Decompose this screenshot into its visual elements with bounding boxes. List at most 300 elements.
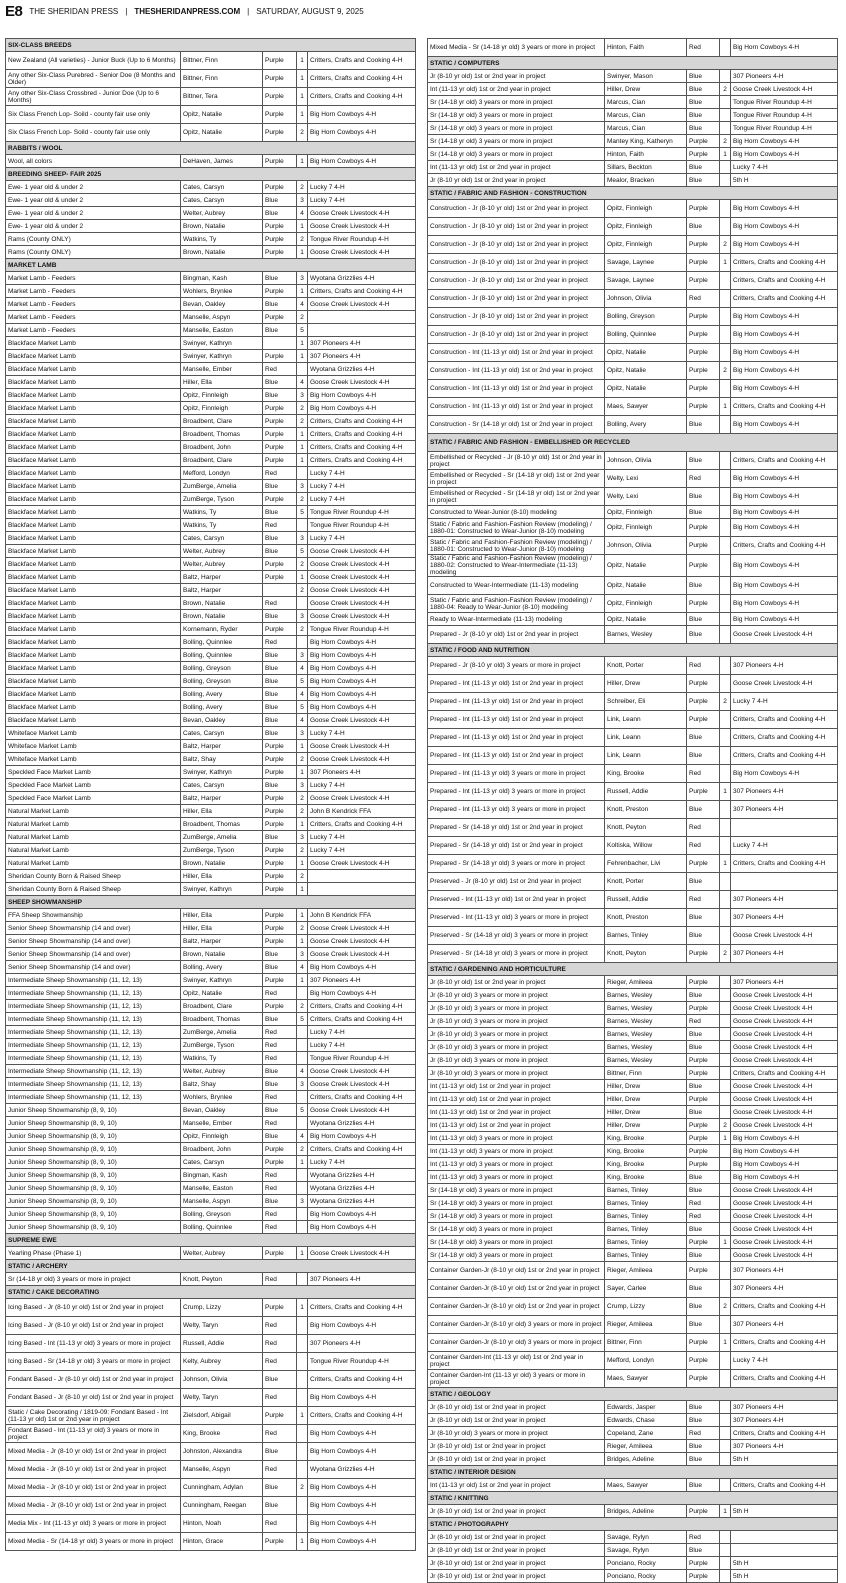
placing-cell: [720, 675, 731, 693]
exhibitor-cell: Bridges, Adeline: [605, 1505, 687, 1518]
placing-cell: 2: [297, 311, 308, 324]
ribbon-cell: Red: [263, 519, 297, 532]
result-row: [6, 1078, 416, 1091]
result-row: [6, 688, 416, 701]
result-row: [428, 1028, 838, 1041]
ribbon-cell: Blue: [687, 109, 720, 122]
ribbon-cell: Red: [263, 1515, 297, 1533]
event-cell: Sr (14-18 yr old) 3 years or more in project: [428, 1210, 605, 1223]
club-cell: [731, 1544, 838, 1557]
ribbon-cell: Blue: [263, 1479, 297, 1497]
exhibitor-cell: Bolling, Greyson: [181, 1208, 263, 1221]
exhibitor-cell: Hiller, Drew: [605, 83, 687, 96]
result-row: [6, 649, 416, 662]
exhibitor-cell: Opitz, Natalie: [605, 362, 687, 380]
result-row: [6, 922, 416, 935]
exhibitor-cell: Link, Leann: [605, 747, 687, 765]
ribbon-cell: Purple: [263, 285, 297, 298]
club-cell: Goose Creek Livestock 4-H: [731, 1054, 838, 1067]
exhibitor-cell: Barnes, Tinley: [605, 1223, 687, 1236]
placing-cell: [720, 344, 731, 362]
exhibitor-cell: Barnes, Wesley: [605, 1054, 687, 1067]
event-cell: Blackface Market Lamb: [6, 454, 181, 467]
ribbon-cell: Purple: [263, 311, 297, 324]
exhibitor-cell: Hiller, Ella: [181, 376, 263, 389]
ribbon-cell: Red: [687, 891, 720, 909]
event-cell: Intermediate Sheep Showmanship (11, 12, 13): [6, 1052, 181, 1065]
club-cell: Lucky 7 4-H: [308, 493, 416, 506]
club-cell: 307 Pioneers 4-H: [308, 1335, 416, 1353]
ribbon-cell: Red: [263, 363, 297, 376]
exhibitor-cell: Welter, Aubrey: [181, 558, 263, 571]
placing-cell: [297, 1497, 308, 1515]
event-cell: Any other Six-Class Crossbred - Junior Doe (Up to 6 Months): [6, 88, 181, 106]
ribbon-cell: [263, 337, 297, 350]
club-cell: Goose Creek Livestock 4-H: [731, 1119, 838, 1132]
exhibitor-cell: Zielsdorf, Abigail: [181, 1407, 263, 1425]
club-cell: Goose Creek Livestock 4-H: [308, 298, 416, 311]
right-results-column: [427, 38, 837, 1583]
section-header: [428, 1466, 838, 1479]
event-cell: Mixed Media - Sr (14-18 yr old) 3 years or more in project: [6, 1533, 181, 1551]
exhibitor-cell: Rieger, Amileea: [605, 976, 687, 989]
placing-cell: 1: [720, 855, 731, 873]
placing-cell: [720, 891, 731, 909]
result-row: [428, 1370, 838, 1388]
exhibitor-cell: Maes, Sawyer: [605, 1479, 687, 1492]
exhibitor-cell: Brown, Natalie: [181, 948, 263, 961]
exhibitor-cell: Hiller, Drew: [605, 1119, 687, 1132]
exhibitor-cell: ZumBerge, Tyson: [181, 844, 263, 857]
issue-date: SATURDAY, AUGUST 9, 2025: [256, 6, 364, 16]
event-cell: Sr (14-18 yr old) 3 years or more in project: [428, 135, 605, 148]
result-row: [428, 1427, 838, 1440]
section-header: [6, 1286, 416, 1299]
event-cell: Container Garden-Int (11-13 yr old) 3 years or more in project: [428, 1370, 605, 1388]
event-cell: Jr (8-10 yr old) 1st or 2nd year in project: [428, 174, 605, 187]
result-row: [6, 870, 416, 883]
exhibitor-cell: Johnson, Olivia: [181, 1371, 263, 1389]
placing-cell: [720, 1316, 731, 1334]
event-cell: Jr (8-10 yr old) 1st or 2nd year in project: [428, 1505, 605, 1518]
exhibitor-cell: Bevan, Oakley: [181, 1104, 263, 1117]
club-cell: Big Horn Cowboys 4-H: [308, 987, 416, 1000]
placing-cell: [720, 109, 731, 122]
exhibitor-cell: Bolling, Avery: [181, 688, 263, 701]
result-row: [6, 1104, 416, 1117]
club-cell: Big Horn Cowboys 4-H: [308, 1389, 416, 1407]
result-row: [6, 961, 416, 974]
club-cell: Lucky 7 4-H: [308, 1026, 416, 1039]
event-cell: Blackface Market Lamb: [6, 545, 181, 558]
ribbon-cell: Purple: [263, 454, 297, 467]
ribbon-cell: Purple: [263, 857, 297, 870]
exhibitor-cell: Hinton, Grace: [181, 1533, 263, 1551]
placing-cell: 2: [297, 402, 308, 415]
result-row: [6, 779, 416, 792]
section-title: STATIC / FABRIC AND FASHION - EMBELLISHED OR RECYCLED: [428, 434, 838, 452]
placing-cell: [720, 218, 731, 236]
exhibitor-cell: Baltz, Harper: [181, 740, 263, 753]
ribbon-cell: Red: [687, 39, 720, 57]
event-cell: Speckled Face Market Lamb: [6, 779, 181, 792]
placing-cell: [297, 1515, 308, 1533]
placing-cell: [720, 452, 731, 470]
club-cell: 307 Pioneers 4-H: [731, 945, 838, 963]
placing-cell: 5: [297, 675, 308, 688]
event-cell: Construction - Int (11-13 yr old) 1st or 2nd year in project: [428, 362, 605, 380]
event-cell: Whiteface Market Lamb: [6, 740, 181, 753]
club-cell: Critters, Crafts and Cooking 4-H: [308, 454, 416, 467]
ribbon-cell: Purple: [263, 181, 297, 194]
ribbon-cell: Purple: [687, 1557, 720, 1570]
club-cell: Goose Creek Livestock 4-H: [731, 927, 838, 945]
exhibitor-cell: Savage, Laynee: [605, 254, 687, 272]
ribbon-cell: Purple: [687, 1145, 720, 1158]
ribbon-cell: Purple: [687, 1119, 720, 1132]
placing-cell: 2: [720, 1298, 731, 1316]
result-row: [428, 1132, 838, 1145]
club-cell: Critters, Crafts and Cooking 4-H: [308, 52, 416, 70]
club-cell: [308, 311, 416, 324]
ribbon-cell: Blue: [263, 1130, 297, 1143]
placing-cell: [297, 1117, 308, 1130]
exhibitor-cell: Opitz, Finnleigh: [605, 506, 687, 519]
club-cell: Tongue River Roundup 4-H: [731, 122, 838, 135]
club-cell: 5th H: [731, 1570, 838, 1583]
exhibitor-cell: Manselle, Aspyn: [181, 1195, 263, 1208]
placing-cell: 2: [720, 693, 731, 711]
result-row: [428, 161, 838, 174]
event-cell: Jr (8-10 yr old) 1st or 2nd year in project: [428, 1570, 605, 1583]
result-row: [428, 200, 838, 218]
club-cell: Big Horn Cowboys 4-H: [308, 662, 416, 675]
ribbon-cell: Red: [263, 987, 297, 1000]
placing-cell: 1: [297, 883, 308, 896]
result-row: [6, 753, 416, 766]
ribbon-cell: Purple: [687, 1054, 720, 1067]
section-title: STATIC / CAKE DECORATING: [6, 1286, 416, 1299]
exhibitor-cell: Welter, Aubrey: [181, 545, 263, 558]
exhibitor-cell: Knott, Preston: [605, 801, 687, 819]
club-cell: Lucky 7 4-H: [308, 194, 416, 207]
event-cell: Blackface Market Lamb: [6, 597, 181, 610]
exhibitor-cell: Bolling, Quinnlee: [181, 1221, 263, 1234]
exhibitor-cell: Swinyer, Kathryn: [181, 974, 263, 987]
placing-cell: 3: [297, 532, 308, 545]
placing-cell: [720, 200, 731, 218]
placing-cell: [297, 1182, 308, 1195]
club-cell: 307 Pioneers 4-H: [731, 1262, 838, 1280]
ribbon-cell: Blue: [687, 801, 720, 819]
placing-cell: [720, 1570, 731, 1583]
club-cell: Big Horn Cowboys 4-H: [308, 1221, 416, 1234]
ribbon-cell: Purple: [263, 623, 297, 636]
section-header: [6, 1260, 416, 1273]
event-cell: Ewe- 1 year old & under 2: [6, 207, 181, 220]
result-row: [428, 308, 838, 326]
result-row: [428, 595, 838, 613]
result-row: [6, 662, 416, 675]
club-cell: Goose Creek Livestock 4-H: [308, 857, 416, 870]
ribbon-cell: Blue: [687, 161, 720, 174]
exhibitor-cell: Ponciano, Rocky: [605, 1557, 687, 1570]
exhibitor-cell: Opitz, Natalie: [605, 344, 687, 362]
ribbon-cell: Blue: [263, 298, 297, 311]
result-row: [428, 398, 838, 416]
exhibitor-cell: Barnes, Tinley: [605, 1236, 687, 1249]
placing-cell: 2: [720, 135, 731, 148]
result-row: [428, 1531, 838, 1544]
event-cell: Jr (8-10 yr old) 1st or 2nd year in project: [428, 70, 605, 83]
placing-cell: [297, 1039, 308, 1052]
placing-cell: [720, 1479, 731, 1492]
club-cell: Big Horn Cowboys 4-H: [731, 506, 838, 519]
exhibitor-cell: Marcus, Cian: [605, 109, 687, 122]
placing-cell: 2: [720, 362, 731, 380]
result-row: [428, 1171, 838, 1184]
exhibitor-cell: Opitz, Natalie: [605, 613, 687, 626]
ribbon-cell: Purple: [263, 818, 297, 831]
result-row: [6, 1091, 416, 1104]
result-row: [6, 181, 416, 194]
exhibitor-cell: Barnes, Tinley: [605, 1249, 687, 1262]
section-header: [6, 259, 416, 272]
club-cell: Critters, Crafts and Cooking 4-H: [731, 1298, 838, 1316]
exhibitor-cell: Fehrenbacher, Livi: [605, 855, 687, 873]
placing-cell: [720, 161, 731, 174]
placing-cell: [720, 1370, 731, 1388]
event-cell: Sr (14-18 yr old) 3 years or more in project: [428, 96, 605, 109]
exhibitor-cell: Welter, Aubrey: [181, 1247, 263, 1260]
result-row: [6, 1425, 416, 1443]
ribbon-cell: Red: [687, 1531, 720, 1544]
exhibitor-cell: Wohlers, Brynlee: [181, 1091, 263, 1104]
ribbon-cell: Purple: [687, 537, 720, 555]
club-cell: Big Horn Cowboys 4-H: [731, 380, 838, 398]
exhibitor-cell: Copeland, Zane: [605, 1427, 687, 1440]
club-cell: Goose Creek Livestock 4-H: [731, 1249, 838, 1262]
exhibitor-cell: Manselle, Aspyn: [181, 1461, 263, 1479]
ribbon-cell: Blue: [263, 324, 297, 337]
exhibitor-cell: Baltz, Harper: [181, 792, 263, 805]
placing-cell: [297, 467, 308, 480]
club-cell: Lucky 7 4-H: [308, 480, 416, 493]
ribbon-cell: Purple: [263, 844, 297, 857]
exhibitor-cell: Opitz, Finnleigh: [605, 519, 687, 537]
exhibitor-cell: Manselle, Aspyn: [181, 311, 263, 324]
ribbon-cell: Blue: [687, 613, 720, 626]
club-cell: 5th H: [731, 1453, 838, 1466]
result-row: [6, 155, 416, 168]
event-cell: Jr (8-10 yr old) 3 years or more in project: [428, 1015, 605, 1028]
club-cell: [731, 819, 838, 837]
ribbon-cell: Red: [687, 657, 720, 675]
ribbon-cell: Purple: [263, 493, 297, 506]
event-cell: Market Lamb - Feeders: [6, 285, 181, 298]
event-cell: Jr (8-10 yr old) 1st or 2nd year in project: [428, 1557, 605, 1570]
ribbon-cell: Blue: [687, 1249, 720, 1262]
ribbon-cell: Red: [263, 1169, 297, 1182]
ribbon-cell: Purple: [687, 519, 720, 537]
exhibitor-cell: Broadbent, John: [181, 1143, 263, 1156]
event-cell: Mixed Media - Jr (8-10 yr old) 1st or 2nd year in project: [6, 1497, 181, 1515]
exhibitor-cell: Cates, Carsyn: [181, 779, 263, 792]
placing-cell: 1: [297, 740, 308, 753]
placing-cell: 1: [297, 220, 308, 233]
exhibitor-cell: Johnson, Olivia: [605, 290, 687, 308]
event-cell: Container Garden-Jr (8-10 yr old) 1st or 2nd year in project: [428, 1280, 605, 1298]
club-cell: Critters, Crafts and Cooking 4-H: [308, 1000, 416, 1013]
event-cell: Natural Market Lamb: [6, 818, 181, 831]
club-cell: Tongue River Roundup 4-H: [308, 233, 416, 246]
event-cell: Construction - Sr (14-18 yr old) 1st or 2nd year in project: [428, 416, 605, 434]
result-row: [6, 415, 416, 428]
event-cell: Constructed to Wear-Intermediate (11-13) modeling: [428, 577, 605, 595]
result-row: [6, 441, 416, 454]
result-row: [6, 766, 416, 779]
club-cell: Lucky 7 4-H: [731, 161, 838, 174]
club-cell: Big Horn Cowboys 4-H: [308, 1515, 416, 1533]
ribbon-cell: Purple: [263, 155, 297, 168]
exhibitor-cell: Hinton, Faith: [605, 39, 687, 57]
event-cell: Blackface Market Lamb: [6, 532, 181, 545]
placing-cell: [720, 326, 731, 344]
result-row: [6, 558, 416, 571]
event-cell: Six Class French Lop- Soild - county fair use only: [6, 106, 181, 124]
club-cell: 307 Pioneers 4-H: [731, 70, 838, 83]
exhibitor-cell: Broadbent, John: [181, 441, 263, 454]
exhibitor-cell: Barnes, Tinley: [605, 1184, 687, 1197]
site-link[interactable]: THESHERIDANPRESS.COM: [134, 6, 241, 16]
ribbon-cell: Blue: [263, 727, 297, 740]
club-cell: 307 Pioneers 4-H: [308, 974, 416, 987]
result-row: [6, 1208, 416, 1221]
club-cell: Goose Creek Livestock 4-H: [308, 1065, 416, 1078]
club-cell: Critters, Crafts and Cooking 4-H: [308, 428, 416, 441]
result-row: [428, 1570, 838, 1583]
ribbon-cell: Purple: [263, 246, 297, 259]
placing-cell: 2: [297, 753, 308, 766]
club-cell: Wyotana Grizzlies 4-H: [308, 272, 416, 285]
club-cell: Goose Creek Livestock 4-H: [308, 1104, 416, 1117]
ribbon-cell: Blue: [687, 1171, 720, 1184]
event-cell: Speckled Face Market Lamb: [6, 792, 181, 805]
ribbon-cell: Blue: [263, 1078, 297, 1091]
ribbon-cell: Purple: [263, 1156, 297, 1169]
club-cell: Big Horn Cowboys 4-H: [308, 636, 416, 649]
placing-cell: [720, 1401, 731, 1414]
placing-cell: [720, 380, 731, 398]
exhibitor-cell: Broadbent, Thomas: [181, 1013, 263, 1026]
event-cell: Mixed Media - Jr (8-10 yr old) 1st or 2nd year in project: [6, 1443, 181, 1461]
ribbon-cell: Purple: [687, 344, 720, 362]
placing-cell: [720, 555, 731, 577]
exhibitor-cell: Swinyer, Kathryn: [181, 766, 263, 779]
exhibitor-cell: Russell, Addie: [605, 783, 687, 801]
ribbon-cell: Purple: [263, 753, 297, 766]
ribbon-cell: Red: [263, 1117, 297, 1130]
section-title: BREEDING SHEEP- FAIR 2025: [6, 168, 416, 181]
event-cell: Junior Sheep Showmanship (8, 9, 10): [6, 1156, 181, 1169]
club-cell: [731, 1531, 838, 1544]
placing-cell: [720, 1352, 731, 1370]
club-cell: Big Horn Cowboys 4-H: [731, 148, 838, 161]
event-cell: Rams (County ONLY): [6, 233, 181, 246]
placing-cell: 3: [297, 610, 308, 623]
exhibitor-cell: Marcus, Cian: [605, 96, 687, 109]
ribbon-cell: Purple: [687, 1262, 720, 1280]
event-cell: Sheridan County Born & Raised Sheep: [6, 883, 181, 896]
result-row: [428, 1453, 838, 1466]
result-row: [428, 819, 838, 837]
ribbon-cell: Blue: [687, 70, 720, 83]
placing-cell: [720, 506, 731, 519]
exhibitor-cell: King, Brooke: [605, 1158, 687, 1171]
placing-cell: 1: [297, 857, 308, 870]
event-cell: Fondant Based - Int (11-13 yr old) 3 years or more in project: [6, 1425, 181, 1443]
exhibitor-cell: Opitz, Finnleigh: [605, 218, 687, 236]
ribbon-cell: Red: [263, 1039, 297, 1052]
placing-cell: [720, 801, 731, 819]
event-cell: Blackface Market Lamb: [6, 480, 181, 493]
placing-cell: 2: [720, 945, 731, 963]
result-row: [428, 1002, 838, 1015]
result-row: [6, 493, 416, 506]
placing-cell: [720, 595, 731, 613]
ribbon-cell: Blue: [687, 452, 720, 470]
placing-cell: [720, 577, 731, 595]
section-header: [6, 1234, 416, 1247]
placing-cell: 1: [297, 70, 308, 88]
ribbon-cell: Purple: [687, 1132, 720, 1145]
result-row: [428, 39, 838, 57]
club-cell: Big Horn Cowboys 4-H: [731, 362, 838, 380]
placing-cell: [720, 657, 731, 675]
club-cell: Goose Creek Livestock 4-H: [308, 597, 416, 610]
event-cell: Intermediate Sheep Showmanship (11, 12, 13): [6, 987, 181, 1000]
placing-cell: 4: [297, 207, 308, 220]
exhibitor-cell: Bittner, Finn: [181, 70, 263, 88]
ribbon-cell: Blue: [263, 714, 297, 727]
club-cell: 307 Pioneers 4-H: [308, 766, 416, 779]
ribbon-cell: Purple: [263, 88, 297, 106]
result-row: [428, 613, 838, 626]
result-row: [6, 727, 416, 740]
exhibitor-cell: Cates, Carsyn: [181, 181, 263, 194]
club-cell: Critters, Crafts and Cooking 4-H: [731, 272, 838, 290]
result-row: [428, 555, 838, 577]
placing-cell: 2: [297, 805, 308, 818]
ribbon-cell: Purple: [263, 740, 297, 753]
placing-cell: [297, 597, 308, 610]
result-row: [6, 70, 416, 88]
exhibitor-cell: Barnes, Tinley: [605, 1210, 687, 1223]
event-cell: Container Garden-Jr (8-10 yr old) 3 years or more in project: [428, 1316, 605, 1334]
result-row: [428, 801, 838, 819]
placing-cell: 1: [720, 1505, 731, 1518]
event-cell: Blackface Market Lamb: [6, 649, 181, 662]
exhibitor-cell: Rieger, Amileea: [605, 1440, 687, 1453]
club-cell: Critters, Crafts and Cooking 4-H: [308, 1407, 416, 1425]
result-row: [428, 1479, 838, 1492]
result-row: [6, 52, 416, 70]
result-row: [6, 1143, 416, 1156]
event-cell: Prepared - Sr (14-18 yr old) 1st or 2nd year in project: [428, 819, 605, 837]
event-cell: Icing Based - Sr (14-18 yr old) 3 years or more in project: [6, 1353, 181, 1371]
ribbon-cell: Blue: [687, 1479, 720, 1492]
ribbon-cell: Purple: [687, 1236, 720, 1249]
